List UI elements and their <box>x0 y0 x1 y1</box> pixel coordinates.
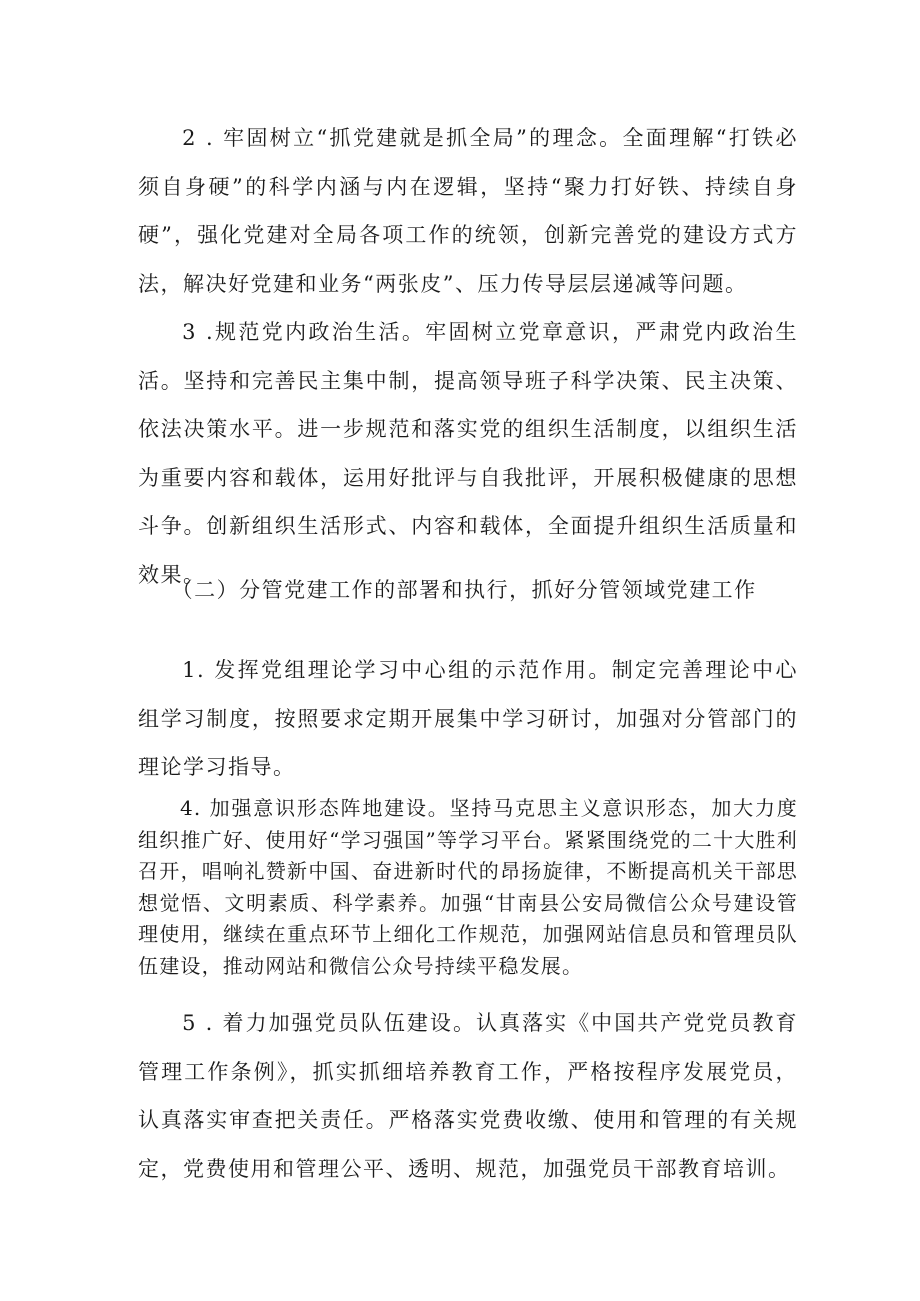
paragraph-2: 2 . 牢固树立“抓党建就是抓全局”的理念。全面理解“打铁必须自身硬”的科学内涵与内在逻辑，坚持“聚力打好铁、持续自身硬”，强化党建对全局各项工作的统领，创新完善党的建设方式方法，解决好党建和业务“两张皮”、压力传导层层递减等问题。 <box>138 126 798 296</box>
section-heading: （二）分管党建工作的部署和执行，抓好分管领域党建工作 <box>171 578 757 602</box>
paragraph-5: 5 . 着力加强党员队伍建设。认真落实《中国共产党党员教育管理工作条例》，抓实抓细培养教育工作，严格按程序发展党员，认真落实审查把关责任。严格落实党费收缴、使用和管理的有关规定，党费使用和管理公平、透明、规范，加强党员干部教育培训。 <box>138 1011 798 1181</box>
paragraph-4: 4. 加强意识形态阵地建设。坚持马克思主义意识形态，加大力度组织推广好、使用好“学习强国”等学习平台。紧紧围绕党的二十大胜利召开，唱响礼赞新中国、奋进新时代的昂扬旋律，不断提高机关干部思想觉悟、文明素质、科学素养。加强“甘南县公安局微信公众号建设管理使用，继续在重点环节上细化工作规范，加强网站信息员和管理员队伍建设，推动网站和微信公众号持续平稳发展。 <box>138 796 798 978</box>
paragraph-3: 3 .规范党内政治生活。牢固树立党章意识，严肃党内政治生活。坚持和完善民主集中制，提高领导班子科学决策、民主决策、依法决策水平。进一步规范和落实党的组织生活制度，以组织生活为重要内容和载体，运用好批评与自我批评，开展积极健康的思想斗争。创新组织生活形式、内容和载体，全面提升组织生活质量和效果。 <box>138 320 798 587</box>
paragraph-1: 1. 发挥党组理论学习中心组的示范作用。制定完善理论中心组学习制度，按照要求定期开展集中学习研讨，加强对分管部门的理论学习指导。 <box>138 658 798 779</box>
